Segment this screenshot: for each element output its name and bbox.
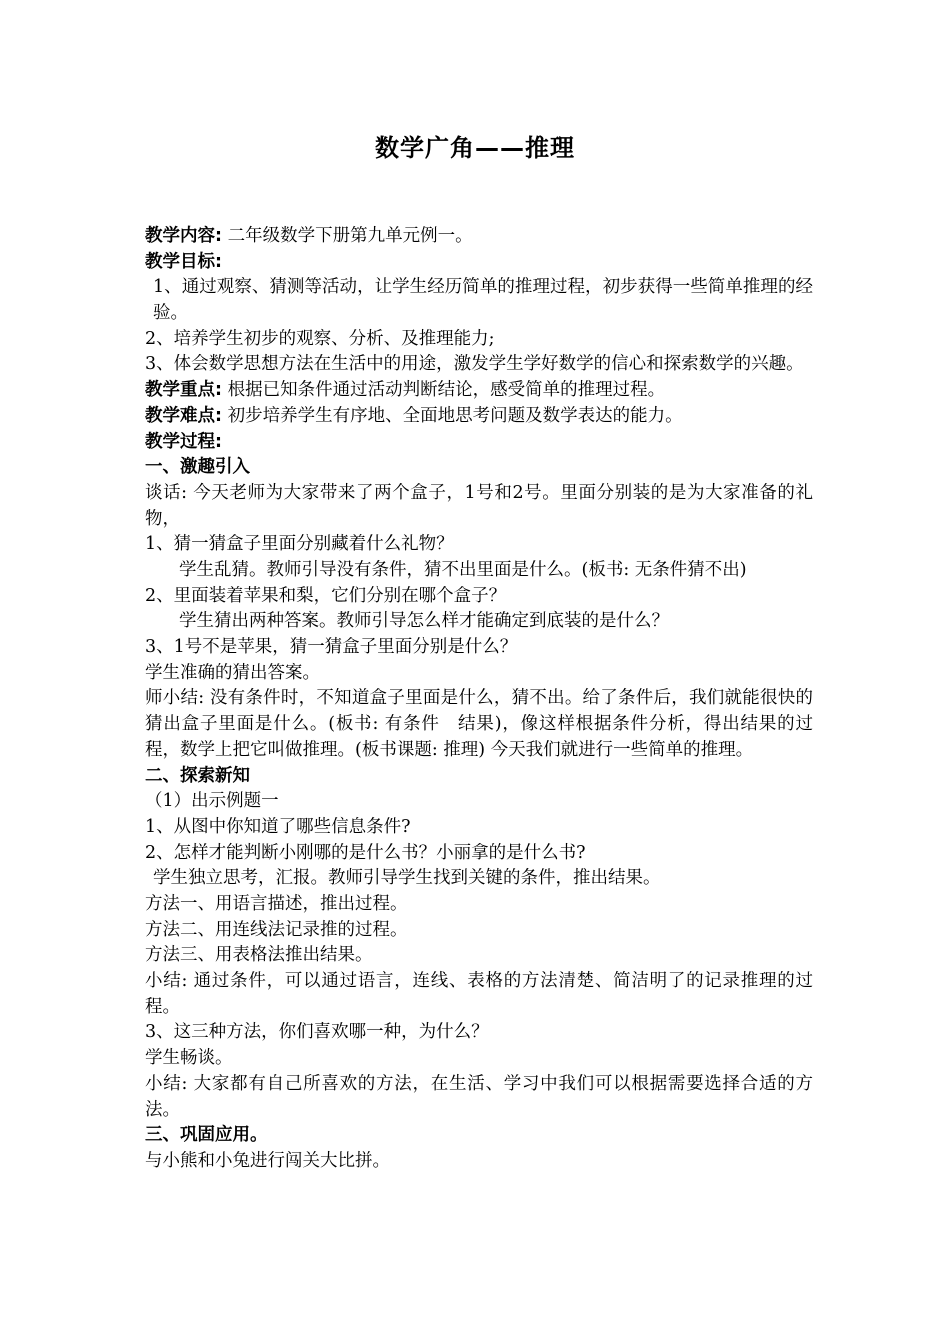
section2-method-3: 方法三、用表格法推出结果。 [145, 945, 373, 966]
section2-method-1: 方法一、用语言描述，推出过程。 [145, 894, 408, 915]
content-label: 教学内容: [145, 226, 222, 246]
section2-summary-1: 小结: 通过条件，可以通过语言，连线、表格的方法清楚、简洁明了的记录推理的过程。 [145, 971, 813, 1017]
section2-example: （1）出示例题一 [145, 791, 279, 812]
section3-text: 与小熊和小兔进行闯关大比拼。 [145, 1150, 390, 1171]
goal-item-2: 2、培养学生初步的观察、分析、及推理能力; [145, 328, 495, 349]
section1-answer-1: 学生乱猜。教师引导没有条件，猜不出里面是什么。(板书: 无条件猜不出) [179, 560, 747, 581]
section1-question-2: 2、里面装着苹果和梨，它们分别在哪个盒子？ [145, 585, 507, 606]
key-point-label: 教学重点: [145, 380, 222, 401]
section3-heading: 三、巩固应用。 [145, 1125, 268, 1146]
section2-heading: 二、探索新知 [145, 765, 250, 786]
section2-answer-3: 学生畅谈。 [145, 1048, 233, 1069]
section1-intro: 谈话: 今天老师为大家带来了两个盒子，1号和2号。里面分别装的是为大家准备的礼物， [145, 482, 813, 529]
section2-question-2: 2、怎样才能判断小刚哪的是什么书？小丽拿的是什么书? [145, 842, 586, 863]
content-text: 二年级数学下册第九单元例一。 [227, 226, 473, 246]
page-title: 数学广角——推理 [375, 134, 575, 162]
section1-question-3: 3、1号不是苹果，猜一猜盒子里面分别是什么？ [145, 637, 518, 658]
section2-answer-2: 学生独立思考，汇报。教师引导学生找到关键的条件，推出结果。 [153, 868, 661, 889]
difficulty-text: 初步培养学生有序地、全面地思考问题及数学表达的能力。 [227, 405, 683, 426]
difficulty-label: 教学难点: [145, 405, 222, 426]
section2-question-3: 3、这三种方法，你们喜欢哪一种，为什么？ [145, 1022, 489, 1043]
goals-label: 教学目标: [145, 251, 222, 272]
section1-question-1: 1、猜一猜盒子里面分别藏着什么礼物？ [145, 534, 454, 555]
goal-item-3: 3、体会数学思想方法在生活中的用途，激发学生学好数学的信心和探索数学的兴趣。 [145, 354, 804, 375]
document-body [145, 224, 813, 1175]
section1-answer-2: 学生猜出两种答案。教师引导怎么样才能确定到底装的是什么？ [179, 611, 669, 632]
section2-method-2: 方法二、用连线法记录推的过程。 [145, 919, 408, 940]
content-row [145, 224, 813, 250]
section1-summary: 师小结: 没有条件时，不知道盒子里面是什么，猜不出。给了条件后，我们就能很快的猜出盒子里面是什么。(板书: 有条件 结果)，像这样根据条件分析，得出结果的过程，数学上把它叫做推理。(板书课题: 推理) 今天我们就进行一些简单的推理。 [145, 688, 813, 760]
section2-question-1: 1、从图中你知道了哪些信息条件? [145, 816, 411, 837]
key-point-text: 根据已知条件通过活动判断结论，感受简单的推理过程。 [227, 380, 666, 401]
section1-heading: 一、激趣引入 [145, 457, 250, 478]
difficulty-row [145, 404, 813, 430]
process-label: 教学过程: [145, 431, 222, 452]
section1-answer-3: 学生准确的猜出答案。 [145, 662, 320, 683]
goal-item-1: 1、通过观察、猜测等活动，让学生经历简单的推理过程，初步获得一些简单推理的经验。 [153, 277, 813, 324]
key-point-row [145, 378, 813, 404]
section2-summary-2: 小结: 大家都有自己所喜欢的方法，在生活、学习中我们可以根据需要选择合适的方法。 [145, 1073, 813, 1120]
